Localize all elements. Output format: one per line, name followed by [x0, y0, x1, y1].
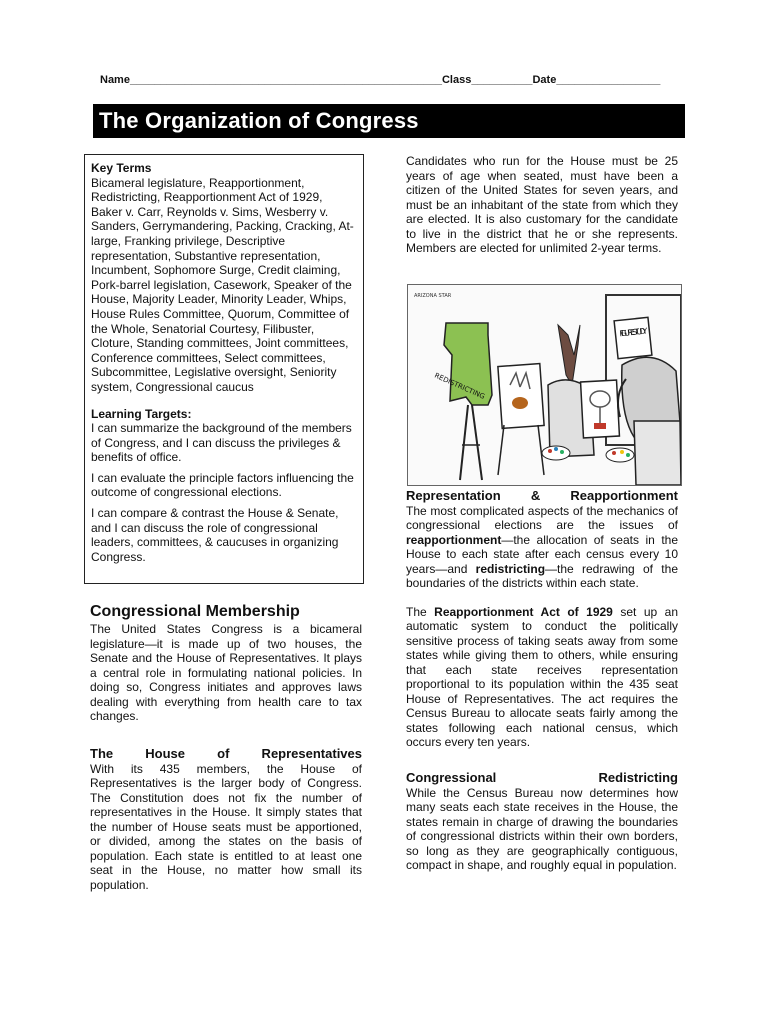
membership-heading: Congressional Membership — [90, 603, 300, 620]
cartoonist-signature: ARIZONA STAR — [414, 293, 452, 299]
key-terms-heading: Key Terms — [91, 161, 152, 175]
learning-target: I can evaluate the principle factors influencing the outcome of congressional elections. — [91, 470, 354, 500]
left-column — [90, 602, 362, 892]
key-terms-list: Bicameral legislature, Reapportionment, Redistricting, Reapportionment Act of 1929, Baker v. Carr, Reynolds v. Sims, Wesberry v. Sanders, Gerrymandering, Packing, Cracking, At-large, Franking privilege, Descriptive representation, Substantive representation, Incumbent, Sophomore Surge, Credit claiming, Pork-barrel legislation, Casework, Speaker of the House, Majority Leader, Minority Leader, Whips, House Rules Committee, Quorum, Committee of the Whole, Senatorial Courtesy, Filibuster, Cloture, Standing committees, Joint committees, Conference committees, Select committees, Subcommittee, Legislative oversight, Seniority system, Congressional caucus — [91, 175, 354, 394]
term-reapportionment-act: Reapportionment Act of 1929 — [434, 604, 613, 619]
key-terms-box — [84, 154, 364, 584]
membership-paragraph: The United States Congress is a bicameral legislature—it is made up of two houses, the Senate and the House of Representatives. It plays a central role in formulating national policies. In doing so, Congress initiates and approves laws dealing with everything from health care to tax changes. — [90, 622, 362, 723]
text-run: The most complicated aspects of the mechanics of congressional elections are the issues of — [406, 503, 678, 532]
political-cartoon — [407, 284, 682, 486]
text-run: —the redrawing of the boundaries of the districts within each state. — [406, 561, 678, 590]
representation-heading: Representation & Reapportionment — [406, 487, 678, 503]
redistricting-heading: Congressional Redistricting — [406, 769, 678, 785]
text-run: set up an automatic system to conduct the politically sensitive process of taking seats away from some states while giving them to others, while ensuring that each state receives representation proportional to its population within the 435 seat House of Representatives. The act requires the Census Bureau to allocate seats fairly among the states following each national census, which occurs every ten years. — [406, 604, 678, 749]
text-run: The — [406, 604, 435, 619]
house-heading: The House of Representatives — [90, 745, 362, 761]
easel-label: REDISTRICTING — [433, 371, 487, 401]
representation-paragraph-1 — [406, 504, 678, 591]
name-class-date-line: Name___________________________________________________Class__________Date_________________ — [100, 74, 661, 86]
title-bar — [93, 104, 685, 138]
text-run: —the allocation of seats in the House to each state after each census every 10 years—and — [406, 532, 678, 576]
learning-targets-heading: Learning Targets: — [91, 406, 192, 421]
cartoon-illustration — [408, 285, 681, 485]
sign-text: FIGURE STUDY — [619, 326, 648, 339]
learning-target: I can summarize the background of the members of Congress, and I can discuss the privileges & benefits of office. — [91, 421, 352, 465]
candidates-paragraph: Candidates who run for the House must be 25 years of age when seated, must have been a citizen of the United States for seven years, and must be an inhabitant of the state from which they are elected. It is also customary for the candidate to live in the district that he or she represents. Members are elected for unlimited 2-year terms. — [406, 154, 678, 255]
redistricting-paragraph: While the Census Bureau now determines how many seats each state receives in the House, the states remain in charge of drawing the boundaries of congressional districts within their own borders, so long as they are geographically contiguous, compact in shape, and roughly equal in population. — [406, 785, 678, 872]
page-title: The Organization of Congress — [99, 108, 419, 133]
right-column — [406, 154, 678, 873]
term-redistricting: redistricting — [475, 561, 546, 576]
house-paragraph: With its 435 members, the House of Representatives is the larger body of Congress. The Constitution does not fix the number of representatives in the House. It simply states that the number of House seats must be apportioned, or divided, among the states on the basis of population. Each state is entitled to at least one seat in the House, no matter how small its population. — [90, 761, 362, 892]
representation-paragraph-2 — [406, 605, 678, 750]
learning-target: I can compare & contrast the House & Senate, and I can discuss the role of congressional leaders, committees, & caucuses in organizing Congress. — [91, 506, 339, 564]
term-reapportionment: reapportionment — [406, 532, 502, 547]
